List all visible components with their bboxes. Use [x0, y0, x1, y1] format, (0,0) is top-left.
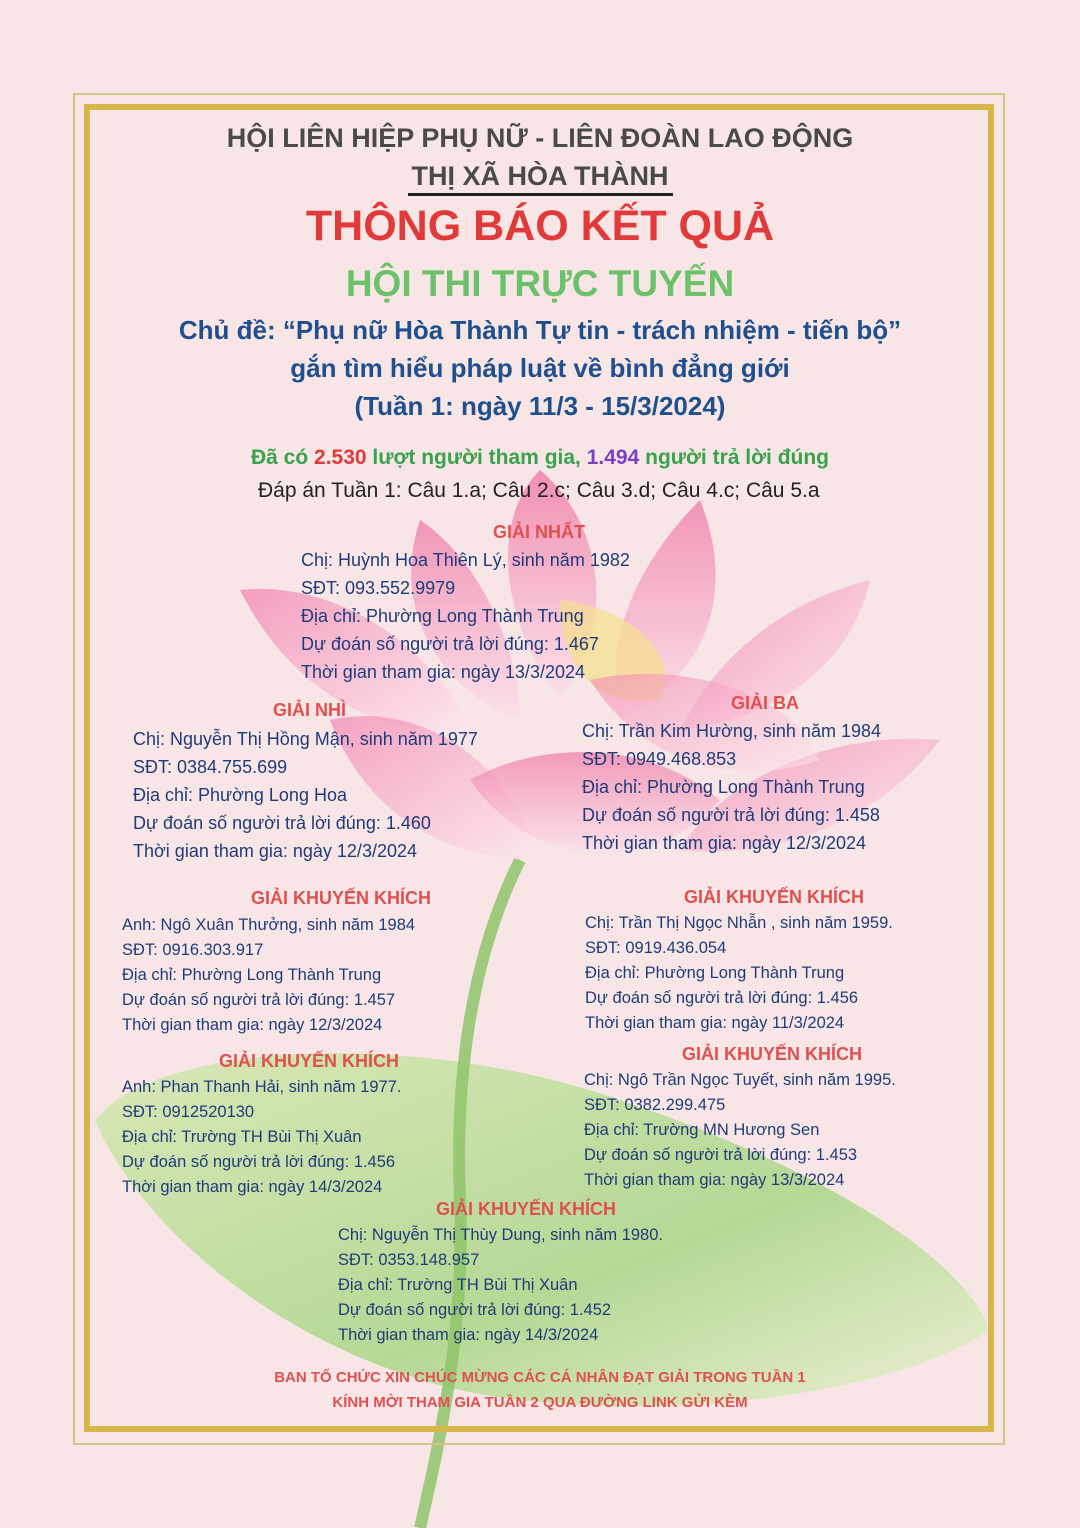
prize-second-address: Địa chỉ: Phường Long Hoa — [133, 785, 347, 805]
theme-line-2: gắn tìm hiểu pháp luật về bình đẳng giới — [290, 353, 790, 383]
prize-first-address: Địa chỉ: Phường Long Thành Trung — [301, 606, 584, 626]
prize-consolation-5-time: Thời gian tham gia: ngày 14/3/2024 — [338, 1326, 599, 1344]
answer-key: Đáp án Tuần 1: Câu 1.a; Câu 2.c; Câu 3.d; Câu 4.c; Câu 5.a — [258, 479, 820, 502]
prize-consolation-2-guess: Dự đoán số người trả lời đúng: 1.456 — [585, 989, 859, 1007]
prize-third-name: Chị: Trần Kim Hường, sinh năm 1984 — [582, 721, 881, 741]
prize-consolation-1-phone: SĐT: 0916.303.917 — [122, 941, 264, 959]
page-title: THÔNG BÁO KẾT QUẢ — [305, 202, 775, 250]
footer-congratulations: BAN TỔ CHỨC XIN CHÚC MỪNG CÁC CÁ NHÂN ĐẠT GIẢI TRONG TUẦN 1 — [274, 1369, 806, 1386]
prize-third-phone: SĐT: 0949.468.853 — [582, 749, 737, 769]
correct-count: 1.494 — [586, 446, 640, 469]
prize-first-guess: Dự đoán số người trả lời đúng: 1.467 — [301, 634, 599, 654]
organization-line-2 — [0, 161, 1080, 192]
prize-consolation-5-name: Chị: Nguyễn Thị Thùy Dung, sinh năm 1980. — [338, 1226, 663, 1244]
theme-line-1: Chủ đề: “Phụ nữ Hòa Thành Tự tin - trách nhiệm - tiến bộ” — [178, 315, 902, 345]
prize-consolation-4-heading: GIẢI KHUYẾN KHÍCH — [682, 1044, 863, 1064]
prize-consolation-4-name: Chị: Ngô Trần Ngọc Tuyết, sinh năm 1995. — [584, 1071, 896, 1089]
prize-consolation-2-address: Địa chỉ: Phường Long Thành Trung — [585, 964, 845, 982]
prize-consolation-3-heading: GIẢI KHUYẾN KHÍCH — [219, 1051, 400, 1071]
prize-consolation-1-name: Anh: Ngô Xuân Thưởng, sinh năm 1984 — [122, 916, 416, 934]
prize-consolation-5-heading: GIẢI KHUYẾN KHÍCH — [436, 1199, 617, 1219]
prize-first-phone: SĐT: 093.552.9979 — [301, 578, 456, 598]
prize-second-heading: GIẢI NHÌ — [273, 700, 347, 720]
prize-consolation-2-time: Thời gian tham gia: ngày 11/3/2024 — [585, 1014, 845, 1032]
prize-consolation-3-phone: SĐT: 0912520130 — [122, 1103, 255, 1121]
prize-third-heading: GIẢI BA — [731, 693, 800, 713]
prize-consolation-4-address: Địa chỉ: Trường MN Hương Sen — [584, 1121, 820, 1139]
stats-prefix: Đã có — [251, 446, 315, 469]
page-subtitle: HỘI THI TRỰC TUYẾN — [345, 263, 735, 304]
prize-third-guess: Dự đoán số người trả lời đúng: 1.458 — [582, 805, 880, 825]
prize-consolation-5-guess: Dự đoán số người trả lời đúng: 1.452 — [338, 1301, 612, 1319]
stats-suffix: người trả lời đúng — [639, 446, 829, 469]
prize-first-heading: GIẢI NHẤT — [493, 522, 585, 542]
prize-consolation-1-guess: Dự đoán số người trả lời đúng: 1.457 — [122, 991, 396, 1009]
prize-consolation-2-name: Chị: Trần Thị Ngọc Nhẫn , sinh năm 1959. — [585, 914, 893, 932]
prize-consolation-3-address: Địa chỉ: Trường TH Bùi Thị Xuân — [122, 1128, 362, 1146]
prize-consolation-5-address: Địa chỉ: Trường TH Bùi Thị Xuân — [338, 1276, 578, 1294]
prize-consolation-2-phone: SĐT: 0919.436.054 — [585, 939, 727, 957]
prize-consolation-2-heading: GIẢI KHUYẾN KHÍCH — [684, 887, 865, 907]
prize-third-address: Địa chỉ: Phường Long Thành Trung — [582, 777, 865, 797]
prize-second-time: Thời gian tham gia: ngày 12/3/2024 — [133, 841, 417, 861]
prize-consolation-1-heading: GIẢI KHUYẾN KHÍCH — [251, 888, 432, 908]
week-dates: (Tuần 1: ngày 11/3 - 15/3/2024) — [354, 391, 726, 421]
stats-middle: lượt người tham gia, — [366, 446, 587, 469]
prize-consolation-1-time: Thời gian tham gia: ngày 12/3/2024 — [122, 1016, 383, 1034]
prize-consolation-1-address: Địa chỉ: Phường Long Thành Trung — [122, 966, 382, 984]
prize-consolation-4-time: Thời gian tham gia: ngày 13/3/2024 — [584, 1171, 845, 1189]
prize-second-name: Chị: Nguyễn Thị Hồng Mận, sinh năm 1977 — [133, 729, 478, 749]
organization-name-underlined: THỊ XÃ HÒA THÀNH — [408, 161, 673, 196]
organization-line-1: HỘI LIÊN HIỆP PHỤ NỮ - LIÊN ĐOÀN LAO ĐỘNG — [226, 123, 854, 153]
prize-consolation-4-phone: SĐT: 0382.299.475 — [584, 1096, 726, 1114]
prize-consolation-5-phone: SĐT: 0353.148.957 — [338, 1251, 480, 1269]
prize-consolation-4-guess: Dự đoán số người trả lời đúng: 1.453 — [584, 1146, 858, 1164]
prize-consolation-3-guess: Dự đoán số người trả lời đúng: 1.456 — [122, 1153, 396, 1171]
participants-count: 2.530 — [314, 446, 367, 469]
participation-stats — [0, 446, 1080, 470]
prize-consolation-3-name: Anh: Phan Thanh Hải, sinh năm 1977. — [122, 1078, 402, 1096]
prize-third-time: Thời gian tham gia: ngày 12/3/2024 — [582, 833, 866, 853]
prize-consolation-3-time: Thời gian tham gia: ngày 14/3/2024 — [122, 1178, 383, 1196]
prize-second-guess: Dự đoán số người trả lời đúng: 1.460 — [133, 813, 431, 833]
prize-first-time: Thời gian tham gia: ngày 13/3/2024 — [301, 662, 585, 682]
footer-invitation: KÍNH MỜI THAM GIA TUẦN 2 QUA ĐƯỜNG LINK GỬI KÈM — [332, 1394, 748, 1411]
prize-first-name: Chị: Huỳnh Hoa Thiên Lý, sinh năm 1982 — [301, 550, 630, 570]
prize-second-phone: SĐT: 0384.755.699 — [133, 757, 288, 777]
